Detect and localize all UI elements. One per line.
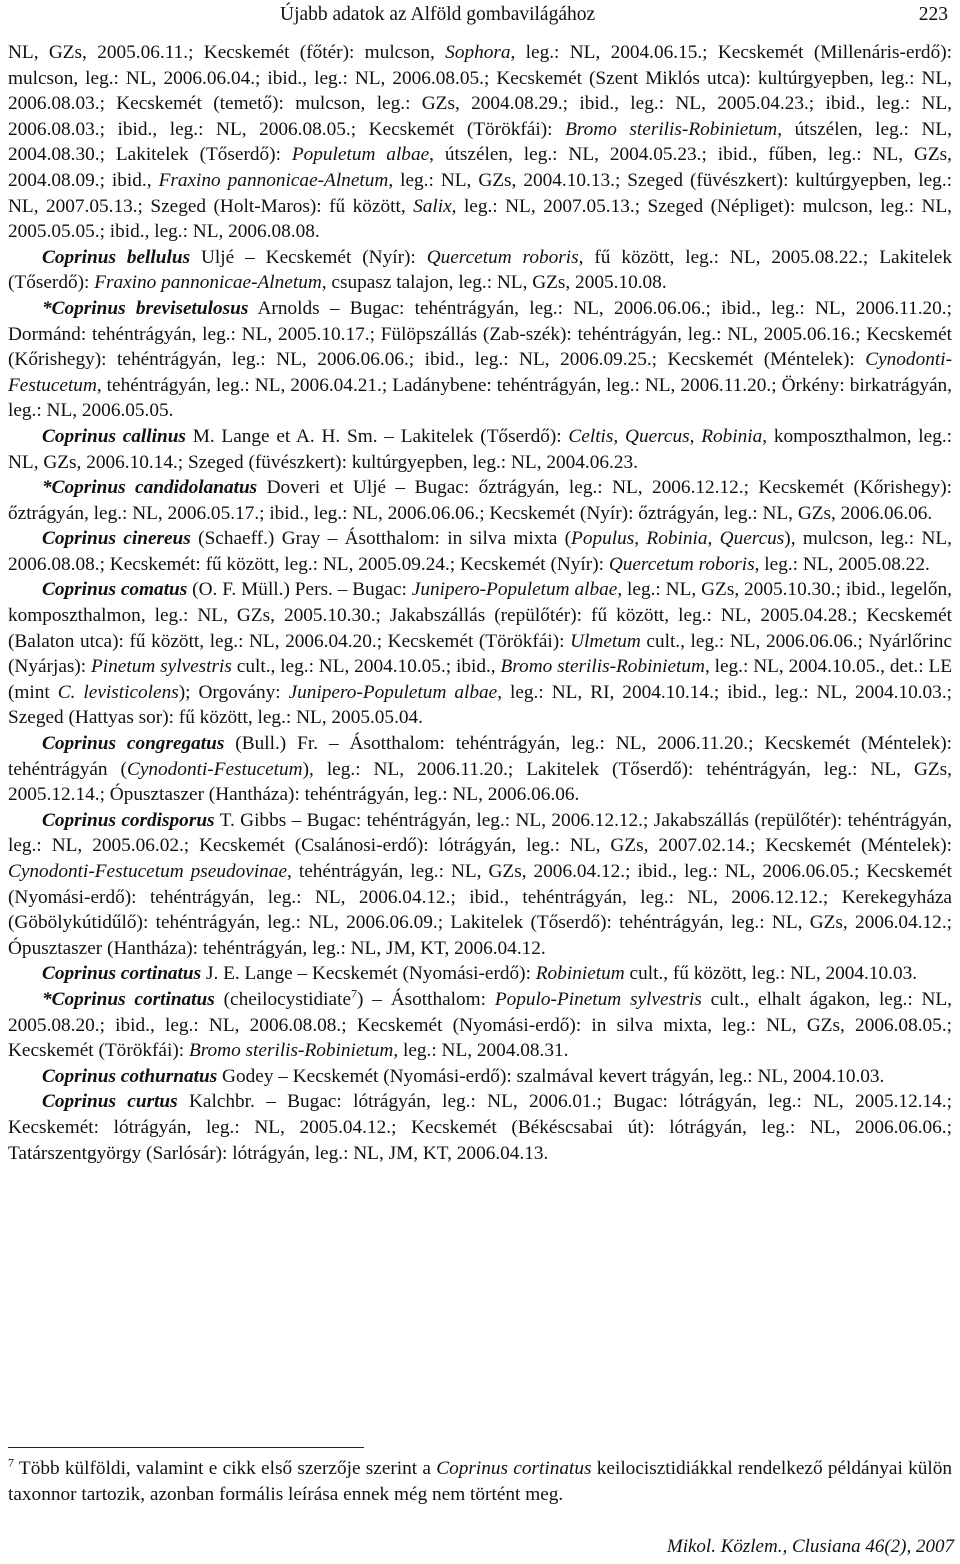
text-run: Godey – Kecskemét (Nyomási-erdő): szalmával kevert trágyán, leg.: NL, 2004.10.03.	[217, 1065, 885, 1087]
text-run: , leg.: NL, 2004.10.05., det.: LE (mint	[8, 656, 953, 703]
taxon-name: *Coprinus cortinatus	[42, 988, 215, 1010]
text-run: , tehéntrágyán, leg.: NL, 2006.04.21.; Ladánybene: tehéntrágyán, leg.: NL, 2006.11.20.; Örkény: birkatrágyán, leg.: NL, 2006.05.05.	[8, 374, 952, 422]
italic-term: Cynodonti-Festucetum	[126, 758, 303, 780]
text-run: T. Gibbs – Bugac: tehéntrágyán, leg.: NL, 2006.12.12.; Jakabszállás (repülőtér): tehéntrágyán, leg.: NL, 2005.06.02.; Kecskemét (Csalánosi-erdő): lótrágyán, leg.: NL, GZs, 2007.02.14.; Kecskemét (Méntelek):	[8, 809, 952, 857]
species-entry	[8, 987, 952, 1064]
italic-term: Sophora	[445, 42, 511, 63]
italic-term: Cynodonti-Festucetum	[8, 349, 952, 396]
taxon-name: Coprinus callinus	[42, 425, 186, 447]
text-run: , útszélen, leg.: NL, 2004.05.23.; ibid., fűben, leg.: NL, GZs, 2004.08.09.; ibid.,	[8, 144, 952, 191]
italic-term: Junipero-Populetum albae	[288, 681, 498, 703]
text-run: J. E. Lange – Kecskemét (Nyomási-erdő):	[201, 963, 536, 985]
text-run: Kalchbr. – Bugac: lótrágyán, leg.: NL, 2006.01.; Bugac: lótrágyán, leg.: NL, 2005.12.14.; Kecskemét: lótrágyán, leg.: NL, 2005.04.12.; Kecskemét (Békéscsabai út): lótrágyán, leg.: NL, 2006.06.06.; Tatárszentgyörgy (Sarlósár): lótrágyán, leg.: NL, JM, KT, 2006.04.13.	[8, 1091, 952, 1164]
taxon-name: Coprinus cothurnatus	[42, 1065, 218, 1087]
species-entry	[8, 961, 952, 987]
text-run: NL, GZs, 2005.06.11.; Kecskemét (főtér): mulcson,	[8, 42, 446, 63]
taxon-name: Coprinus bellulus	[42, 246, 191, 268]
species-entry	[8, 245, 952, 296]
taxon-name: Coprinus congregatus	[42, 733, 225, 755]
text-run: Uljé – Kecskemét (Nyír):	[190, 246, 427, 268]
text-run: , leg.: NL, 2007.05.13.; Szeged (Népliget): mulcson, leg.: NL, 2005.05.05.; ibid., leg.: NL, 2006.08.08.	[8, 195, 952, 243]
page-header	[0, 4, 960, 34]
italic-term: Cynodonti-Festucetum pseudovinae	[8, 861, 288, 882]
italic-term: Salix	[413, 195, 452, 217]
species-entry	[8, 577, 952, 731]
species-entry	[8, 1089, 952, 1166]
italic-term: Fraxino pannonicae-Alnetum	[158, 169, 389, 191]
italic-term: Bromo sterilis-Robinietum	[500, 656, 705, 678]
italic-term: Robinia	[701, 425, 763, 447]
text-run: keilocisztidiákkal rendelkező példányai külön taxonnor tartozik, azonban formális leírása ennek még nem történt meg.	[8, 1458, 952, 1505]
footnote	[8, 1456, 952, 1507]
italic-term: Coprinus cortinatus	[436, 1458, 592, 1479]
text-run: Arnolds – Bugac: tehéntrágyán, leg.: NL, 2006.06.06.; ibid., leg.: NL, 2006.11.20.; Dormánd: tehéntrágyán, leg.: NL, 2005.10.17.; Fülöpszállás (Zab-szék): tehéntrágyán, leg.: NL, 2005.06.16.; Kecskemét (Kőrishegy): tehéntrágyán, leg.: NL, 2006.06.06.; ibid., leg.: NL, 2006.09.25.; Kecskemét (Méntelek):	[8, 297, 952, 371]
taxon-name: Coprinus comatus	[42, 579, 188, 601]
text-run: ), mulcson, leg.: NL, 2006.08.08.; Kecskemét: fű között, leg.: NL, 2005.09.24.; Kecskemét (Nyír):	[8, 528, 952, 575]
text-run: (Schaeff.) Gray – Ásotthalom: in silva mixta (	[190, 528, 572, 550]
text-run: ,	[689, 425, 702, 447]
text-run: , tehéntrágyán, leg.: NL, GZs, 2006.04.12.; ibid., leg.: NL, 2006.06.05.; Kecskemét (Nyomási-erdő): tehéntrágyán, leg.: NL, 2006.04.12.; ibid., tehéntrágyán, leg.: NL, 2006.12.12.; Kerekegyháza (Göbölykútidűlő): tehéntrágyán, leg.: NL, 2006.06.09.; Lakitelek (Tőserdő): tehéntrágyán, leg.: NL, GZs, 2006.04.12.; Ópusztaszer (Hantháza): tehéntrágyán, leg.: NL, JM, KT, 2006.04.12.	[8, 861, 952, 959]
species-entry	[8, 808, 952, 962]
text-run: , komposzthalmon, leg.: NL, GZs, 2006.10.14.; Szeged (füvészkert): kultúrgyepben, leg.: NL, 2004.06.23.	[8, 425, 953, 473]
taxon-name: *Coprinus brevisetulosus	[42, 297, 249, 319]
species-entry	[8, 731, 952, 808]
text-run: M. Lange et A. H. Sm. – Lakitelek (Tőserdő):	[185, 425, 569, 447]
text-run: (Bull.) Fr. – Ásotthalom: tehéntrágyán, leg.: NL, 2006.11.20.; Kecskemét (Méntelek): tehéntrágyán (	[8, 733, 952, 780]
text-run: , leg.: NL, GZs, 2004.10.13.; Szeged (füvészkert): kultúrgyepben, leg.: NL, 2007.05.13.; Szeged (Holt-Maros): fű között,	[8, 169, 952, 217]
taxon-name: Coprinus cinereus	[42, 528, 191, 550]
footnote-marker: 7	[351, 986, 358, 1001]
italic-term: Fraxino pannonicae-Alnetum	[94, 272, 322, 294]
italic-term: Ulmetum	[570, 630, 641, 652]
text-run: (O. F. Müll.) Pers. – Bugac:	[187, 579, 412, 601]
taxon-name: *Coprinus candidolanatus	[42, 477, 258, 499]
text-run: Doveri et Uljé – Bugac: őztrágyán, leg.: NL, 2006.12.12.; Kecskemét (Kőrishegy): őztrágyán, leg.: NL, 2006.05.17.; ibid., leg.: NL, 2006.06.06.; Kecskemét (Nyír): őztrágyán, leg.: NL, GZs, 2006.06.06.	[8, 477, 952, 524]
text-run: ,	[707, 528, 720, 550]
footnote-divider	[8, 1447, 364, 1448]
text-run: cult., leg.: NL, 2006.06.06.; Nyárlőrinc (Nyárjas):	[8, 630, 952, 678]
species-entry	[8, 424, 952, 475]
text-run: Több külföldi, valamint e cikk első szerzője szerint a	[14, 1458, 437, 1479]
text-run: , leg.: NL, 2004.08.31.	[393, 1040, 569, 1062]
italic-term: Quercus	[625, 425, 690, 447]
italic-term: C. levisticolens	[57, 681, 179, 703]
text-run: , leg.: NL, 2005.08.22.	[754, 553, 930, 575]
text-run: ), leg.: NL, 2006.11.20.; Lakitelek (Tőserdő): tehéntrágyán, leg.: NL, GZs, 2005.12.14.; Ópusztaszer (Hantháza): tehéntrágyán, leg.: NL, 2006.06.06.	[8, 758, 952, 806]
species-entry	[8, 526, 952, 577]
text-run: (cheilocystidiate	[214, 988, 352, 1010]
text-run: cult., leg.: NL, 2004.10.05.; ibid.,	[231, 656, 501, 678]
text-run: ,	[613, 425, 626, 447]
running-title: Újabb adatok az Alföld gombavilágához	[280, 4, 596, 25]
taxon-name: Coprinus cortinatus	[42, 963, 202, 985]
continued-paragraph	[8, 40, 952, 245]
text-run: ,	[634, 528, 647, 550]
italic-term: Quercetum roboris	[426, 246, 579, 268]
italic-term: Populus	[571, 528, 635, 550]
text-run: , leg.: NL, GZs, 2005.10.30.; ibid., legelőn, komposzthalmon, leg.: NL, GZs, 2005.10.30.; Jakabszállás (repülőtér): fű között, leg.: NL, 2005.04.28.; Kecskemét (Balaton utca): fű között, leg.: NL, 2006.04.20.; Kecskemét (Törökfái):	[8, 579, 952, 652]
text-run: , fű között, leg.: NL, 2005.08.22.; Lakitelek (Tőserdő):	[8, 246, 952, 294]
italic-term: Robinietum	[535, 963, 625, 985]
text-run: , csupasz talajon, leg.: NL, GZs, 2005.10.08.	[321, 272, 667, 294]
species-entry	[8, 296, 952, 424]
text-run: , leg.: NL, 2004.06.15.; Kecskemét (Millenáris-erdő): mulcson, leg.: NL, 2006.06.04.; ibid., leg.: NL, 2006.08.05.; Kecskemét (Szent Miklós utca): kultúrgyepben, leg.: NL, 2006.08.03.; Kecskemét (temető): mulcson, leg.: GZs, 2004.08.29.; ibid., leg.: NL, 2005.04.23.; ibid., leg.: NL, 2006.08.03.; ibid., leg.: NL, 2006.08.05.; Kecskemét (Törökfái):	[8, 42, 952, 140]
taxon-name: Coprinus curtus	[42, 1091, 178, 1113]
italic-term: Pinetum sylvestris	[91, 656, 232, 678]
italic-term: Quercus	[719, 528, 785, 550]
italic-term: Junipero-Populetum albae	[411, 579, 618, 601]
italic-term: Quercetum roboris	[608, 553, 755, 575]
article-body	[8, 40, 952, 1166]
text-run: , leg.: NL, RI, 2004.10.14.; ibid., leg.: NL, 2004.10.03.; Szeged (Hattyas sor): fű között, leg.: NL, 2005.05.04.	[8, 681, 952, 729]
taxon-name: Coprinus cordisporus	[42, 809, 215, 831]
italic-term: Bromo sterilis-Robinietum	[565, 118, 778, 140]
text-run: cult., elhalt ágakon, leg.: NL, 2005.08.20.; ibid., leg.: NL, 2006.08.08.; Kecskemét (Nyomási-erdő): in silva mixta, leg.: NL, GZs, 2006.08.05.; Kecskemét (Törökfái):	[8, 988, 953, 1062]
text-run: cult., fű között, leg.: NL, 2004.10.03.	[624, 963, 918, 985]
italic-term: Bromo sterilis-Robinietum	[188, 1040, 394, 1062]
text-run: ); Orgovány:	[178, 681, 289, 703]
page-number: 223	[918, 4, 948, 25]
italic-term: Populetum albae	[291, 144, 430, 166]
italic-term: Robinia	[646, 528, 708, 550]
journal-citation: Mikol. Közlem., Clusiana 46(2), 2007	[666, 1536, 954, 1557]
italic-term: Populo-Pinetum sylvestris	[494, 988, 702, 1010]
italic-term: Celtis	[568, 425, 614, 447]
text-run: , útszélen, leg.: NL, 2004.08.30.; Lakitelek (Tőserdő):	[8, 118, 952, 166]
text-run: ) – Ásotthalom:	[357, 988, 495, 1010]
species-entry	[8, 1064, 952, 1090]
footnote-marker: 7	[8, 1455, 14, 1470]
species-entry	[8, 475, 952, 526]
